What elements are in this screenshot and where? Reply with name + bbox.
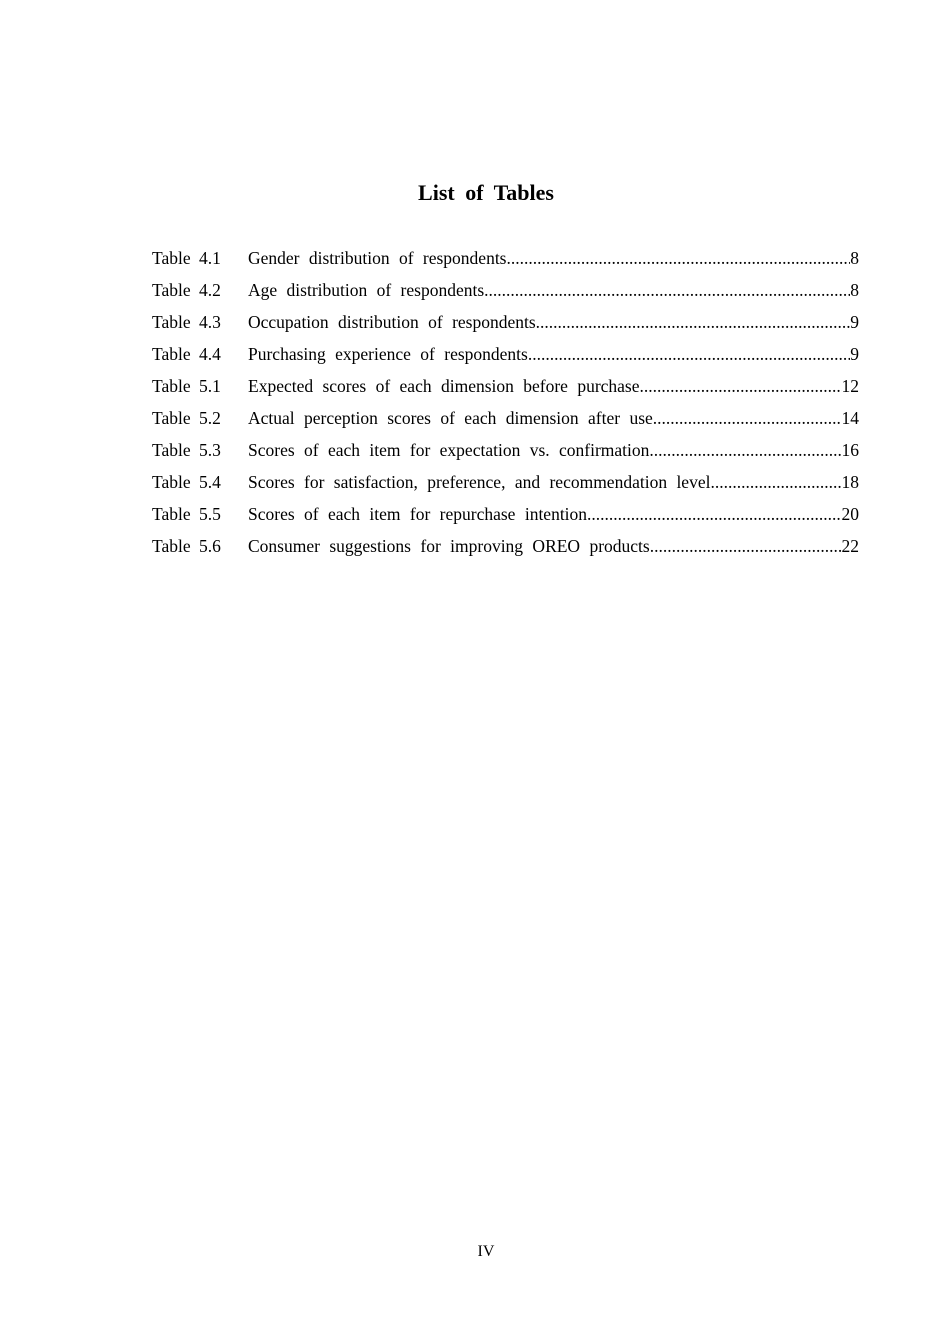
toc-entry[interactable] <box>152 536 859 568</box>
table-title: Gender distribution of respondents <box>248 248 507 268</box>
table-number: Table 5.6 <box>152 536 221 556</box>
page-ref: 8 <box>850 248 859 268</box>
table-number: Table 4.4 <box>152 344 221 364</box>
table-title: Expected scores of each dimension before purchase <box>248 376 640 396</box>
page-ref: 12 <box>841 376 859 396</box>
table-number: Table 5.1 <box>152 376 221 396</box>
dot-leader <box>710 472 841 493</box>
toc-entry[interactable] <box>152 472 859 504</box>
table-number: Table 5.2 <box>152 408 221 428</box>
table-title: Purchasing experience of respondents <box>248 344 528 364</box>
table-title: Consumer suggestions for improving OREO products <box>248 536 650 556</box>
page-ref: 8 <box>850 280 859 300</box>
list-of-tables <box>152 248 859 568</box>
page-ref: 22 <box>841 536 859 556</box>
page-ref: 14 <box>841 408 859 428</box>
table-title: Occupation distribution of respondents <box>248 312 536 332</box>
page-ref: 16 <box>841 440 859 460</box>
table-title: Scores of each item for expectation vs. confirmation <box>248 440 650 460</box>
table-number: Table 4.3 <box>152 312 221 332</box>
toc-entry[interactable] <box>152 440 859 472</box>
table-number: Table 4.1 <box>152 248 221 268</box>
page-ref: 20 <box>841 504 859 524</box>
dot-leader <box>528 344 850 365</box>
dot-leader <box>484 280 850 301</box>
dot-leader <box>649 440 841 461</box>
table-title: Actual perception scores of each dimension after use <box>248 408 653 428</box>
dot-leader <box>650 536 842 557</box>
table-title: Scores of each item for repurchase intention <box>248 504 588 524</box>
dot-leader <box>536 312 851 333</box>
page-ref: 9 <box>850 344 859 364</box>
toc-entry[interactable] <box>152 312 859 344</box>
toc-entry[interactable] <box>152 344 859 376</box>
toc-entry[interactable] <box>152 504 859 536</box>
dot-leader <box>587 504 841 525</box>
table-number: Table 5.3 <box>152 440 221 460</box>
dot-leader <box>640 376 842 397</box>
page-ref: 9 <box>850 312 859 332</box>
toc-entry[interactable] <box>152 280 859 312</box>
table-title: Scores for satisfaction, preference, and recommendation level <box>248 472 711 492</box>
table-number: Table 4.2 <box>152 280 221 300</box>
dot-leader <box>507 248 851 269</box>
toc-entry[interactable] <box>152 408 859 440</box>
toc-entry[interactable] <box>152 248 859 280</box>
page-title: List of Tables <box>418 180 554 205</box>
page-number: IV <box>477 1243 495 1260</box>
table-title: Age distribution of respondents <box>248 280 485 300</box>
toc-entry[interactable] <box>152 376 859 408</box>
table-number: Table 5.5 <box>152 504 221 524</box>
table-number: Table 5.4 <box>152 472 221 492</box>
dot-leader <box>653 408 842 429</box>
page-ref: 18 <box>841 472 859 492</box>
